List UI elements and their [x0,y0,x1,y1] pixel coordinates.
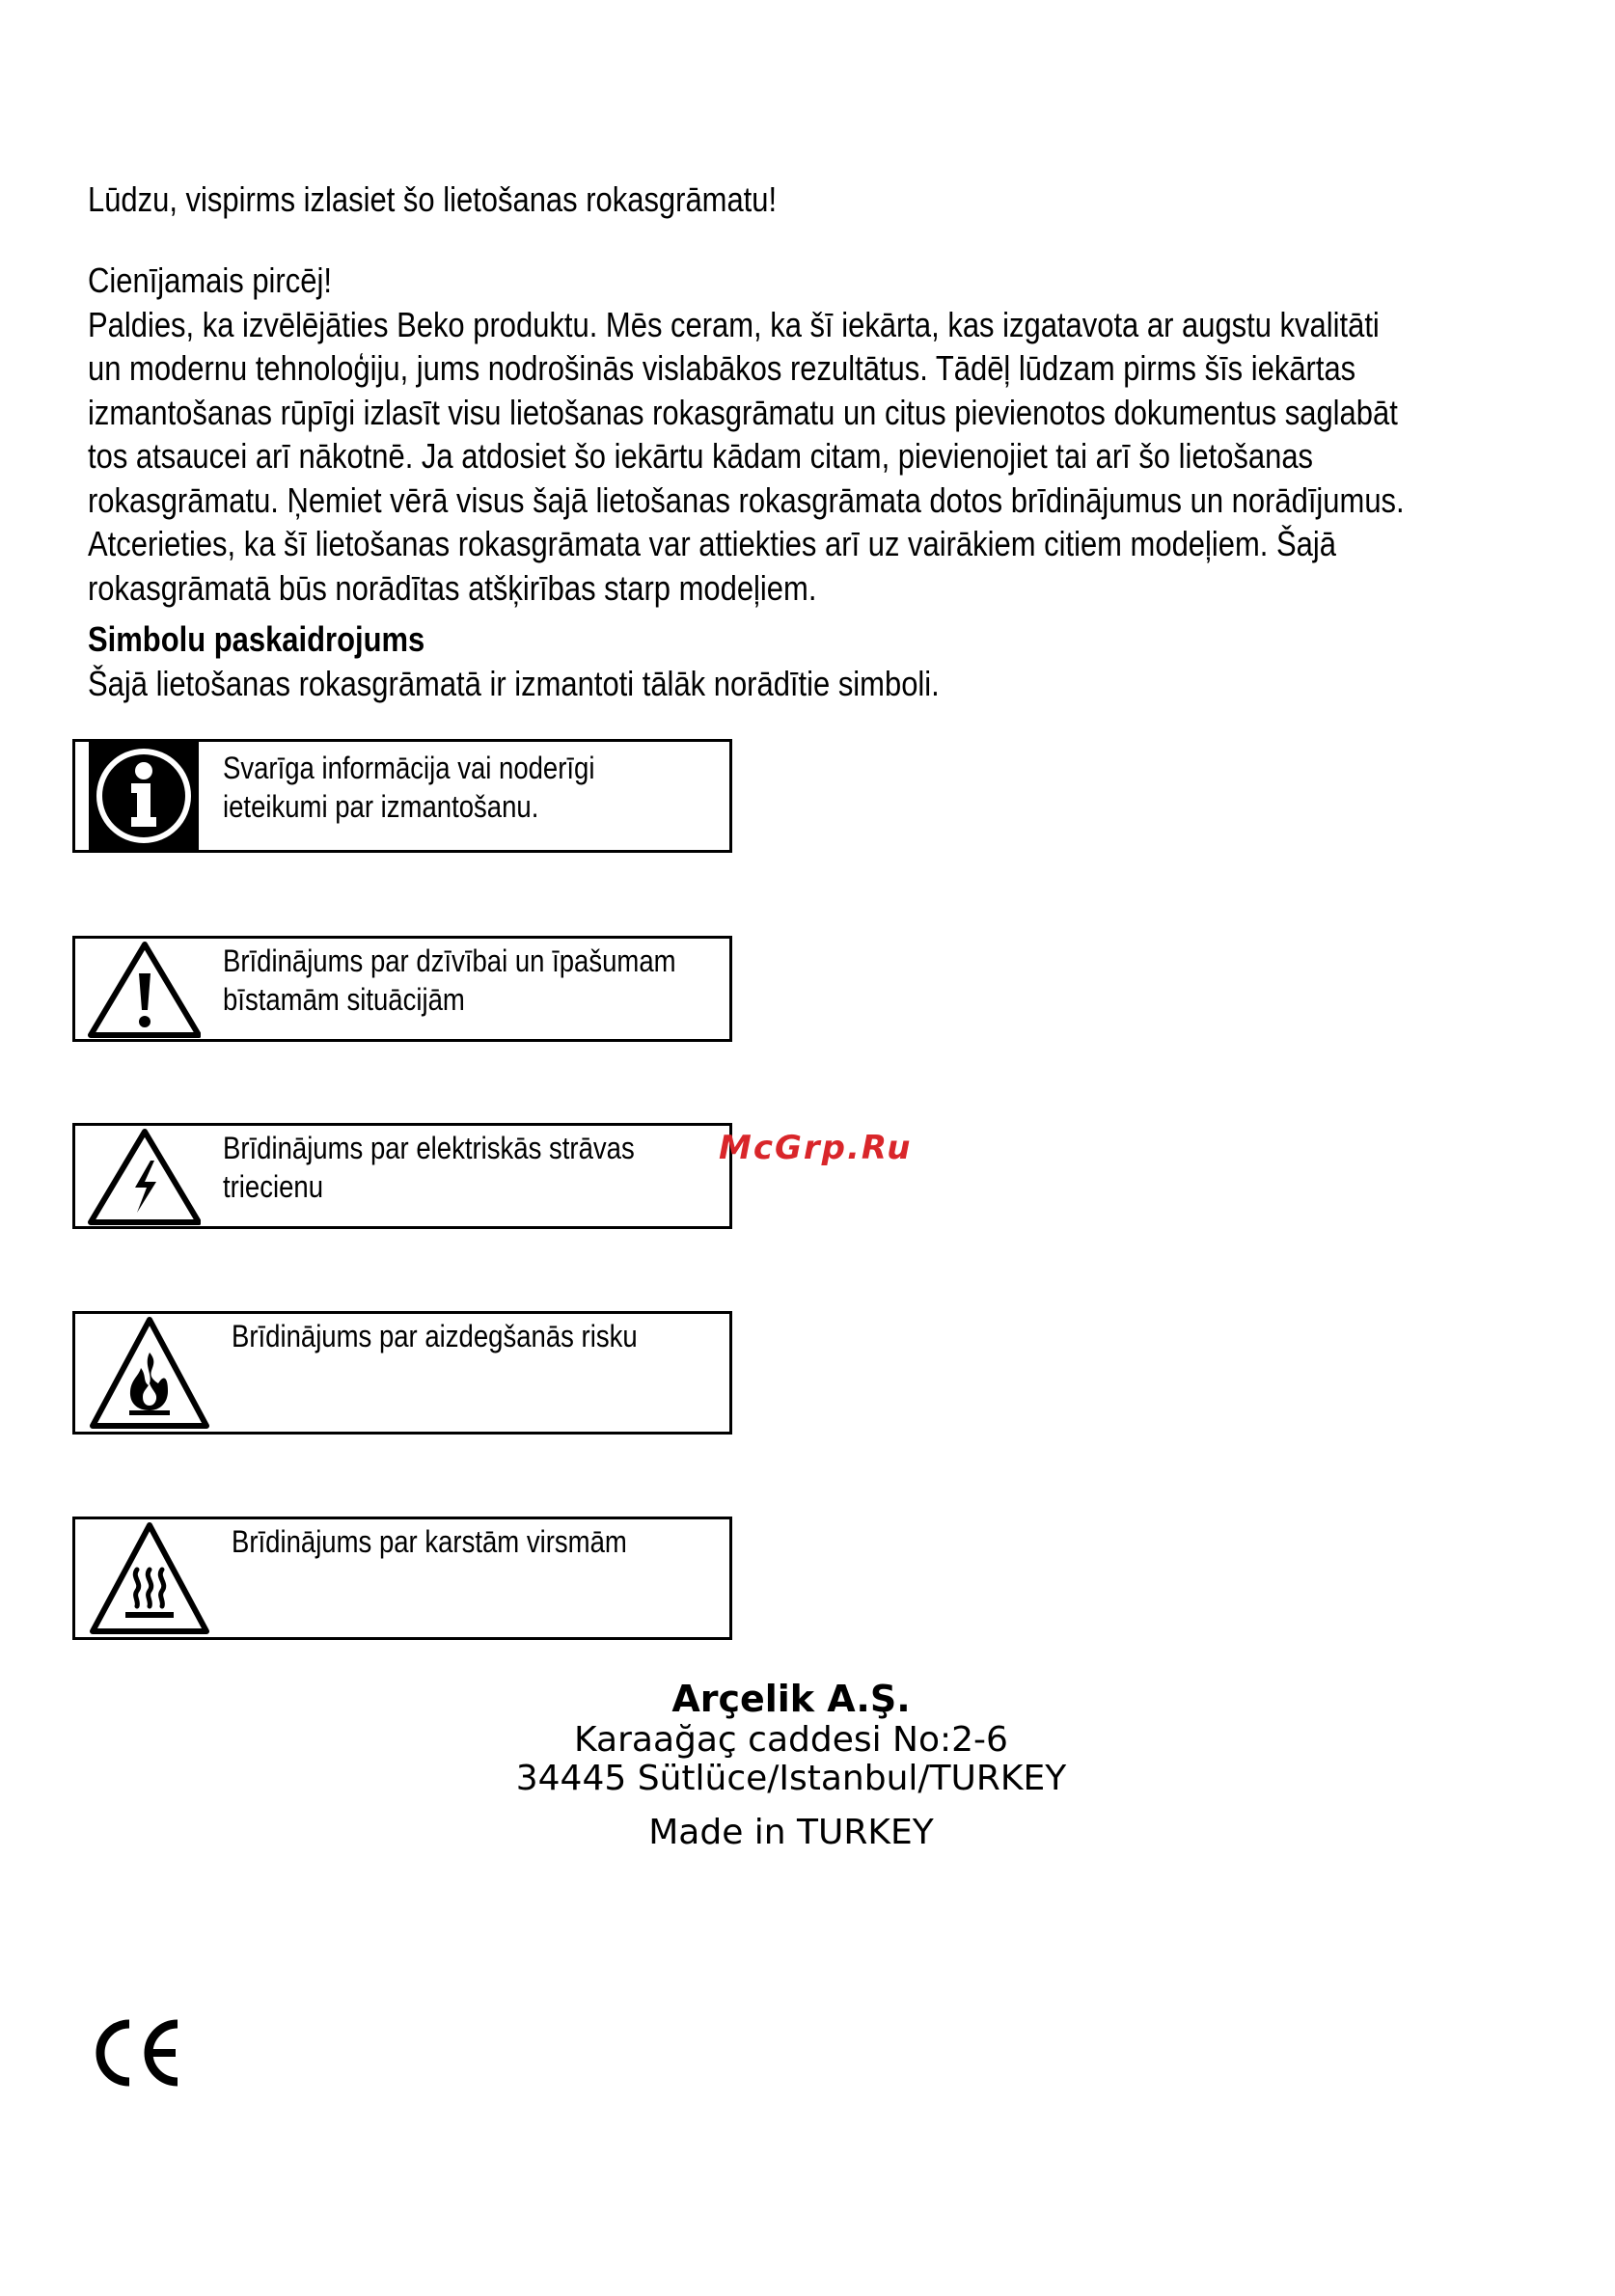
symbol-info-line1: Svarīga informācija vai noderīgi [223,751,595,785]
hot-surface-icon [75,1519,210,1642]
symbol-hot-surface-line1: Brīdinājums par karstām virsmām [232,1524,627,1559]
symbol-box-fire [72,1311,732,1435]
intro-paragraph-2: Atcerieties, ka šī lietošanas rokasgrāmata var attiekties arī uz vairākiem citiem modeļiem. Šajā rokasgrāmatā būs norādītas atšķirības starp modeļiem. [88,524,1336,608]
symbol-fire-line1: Brīdinājums par aizdegšanās risku [232,1319,638,1353]
page-title: Lūdzu, vispirms izlasiet šo lietošanas rokasgrāmatu! [88,179,778,219]
electric-shock-icon [75,1126,201,1231]
info-icon [75,742,201,855]
symbol-box-warning [72,936,732,1042]
company-address-1: Karaağaç caddesi No:2-6 [574,1720,1008,1760]
intro-paragraph-1: Paldies, ka izvēlējāties Beko produktu. Mēs ceram, ka šī iekārta, kas izgatavota ar augstu kvalitāti un modernu tehnoloģiju, jums nodrošinās vislabākos rezultātus. Tādēļ lūdzam pirms šīs iekārtas izmantošanas rūpīgi izlasīt visu lietošanas rokasgrāmatu un citus pievienotos dokumentus saglabāt tos atsaucei arī nākotnē. Ja atdosiet šo iekārtu kādam citam, pievienojiet tai arī šo lietošanas rokasgrāmatu. Ņemiet vērā visus šajā lietošanas rokasgrāmata dotos brīdinājumus un norādījumus. [88,304,1405,520]
symbols-intro: Šajā lietošanas rokasgrāmatā ir izmantoti tālāk norādītie simboli. [88,664,940,703]
company-name: Arçelik A.Ş. [671,1678,911,1720]
intro-text [88,259,1415,610]
symbols-heading: Simbolu paskaidrojums [88,619,425,659]
symbol-box-hot-surface [72,1517,732,1640]
symbol-info-line2: ieteikumi par izmantošanu. [223,789,539,824]
greeting: Cienījamais pircēj! [88,260,332,300]
symbol-electric-line2: triecienu [223,1169,324,1204]
symbol-electric-line1: Brīdinājums par elektriskās strāvas [223,1131,635,1165]
watermark: McGrp.Ru [719,1129,913,1167]
symbol-box-info [72,739,732,853]
warning-icon [75,939,201,1044]
ce-mark-icon [87,2016,183,2094]
symbol-box-electric [72,1123,732,1229]
fire-icon [75,1314,210,1436]
made-in: Made in TURKEY [648,1813,934,1852]
symbol-warning-line1: Brīdinājums par dzīvībai un īpašumam [223,943,676,978]
company-address-2: 34445 Sütlüce/Istanbul/TURKEY [515,1759,1067,1798]
symbol-warning-line2: bīstamām situācijām [223,982,465,1017]
